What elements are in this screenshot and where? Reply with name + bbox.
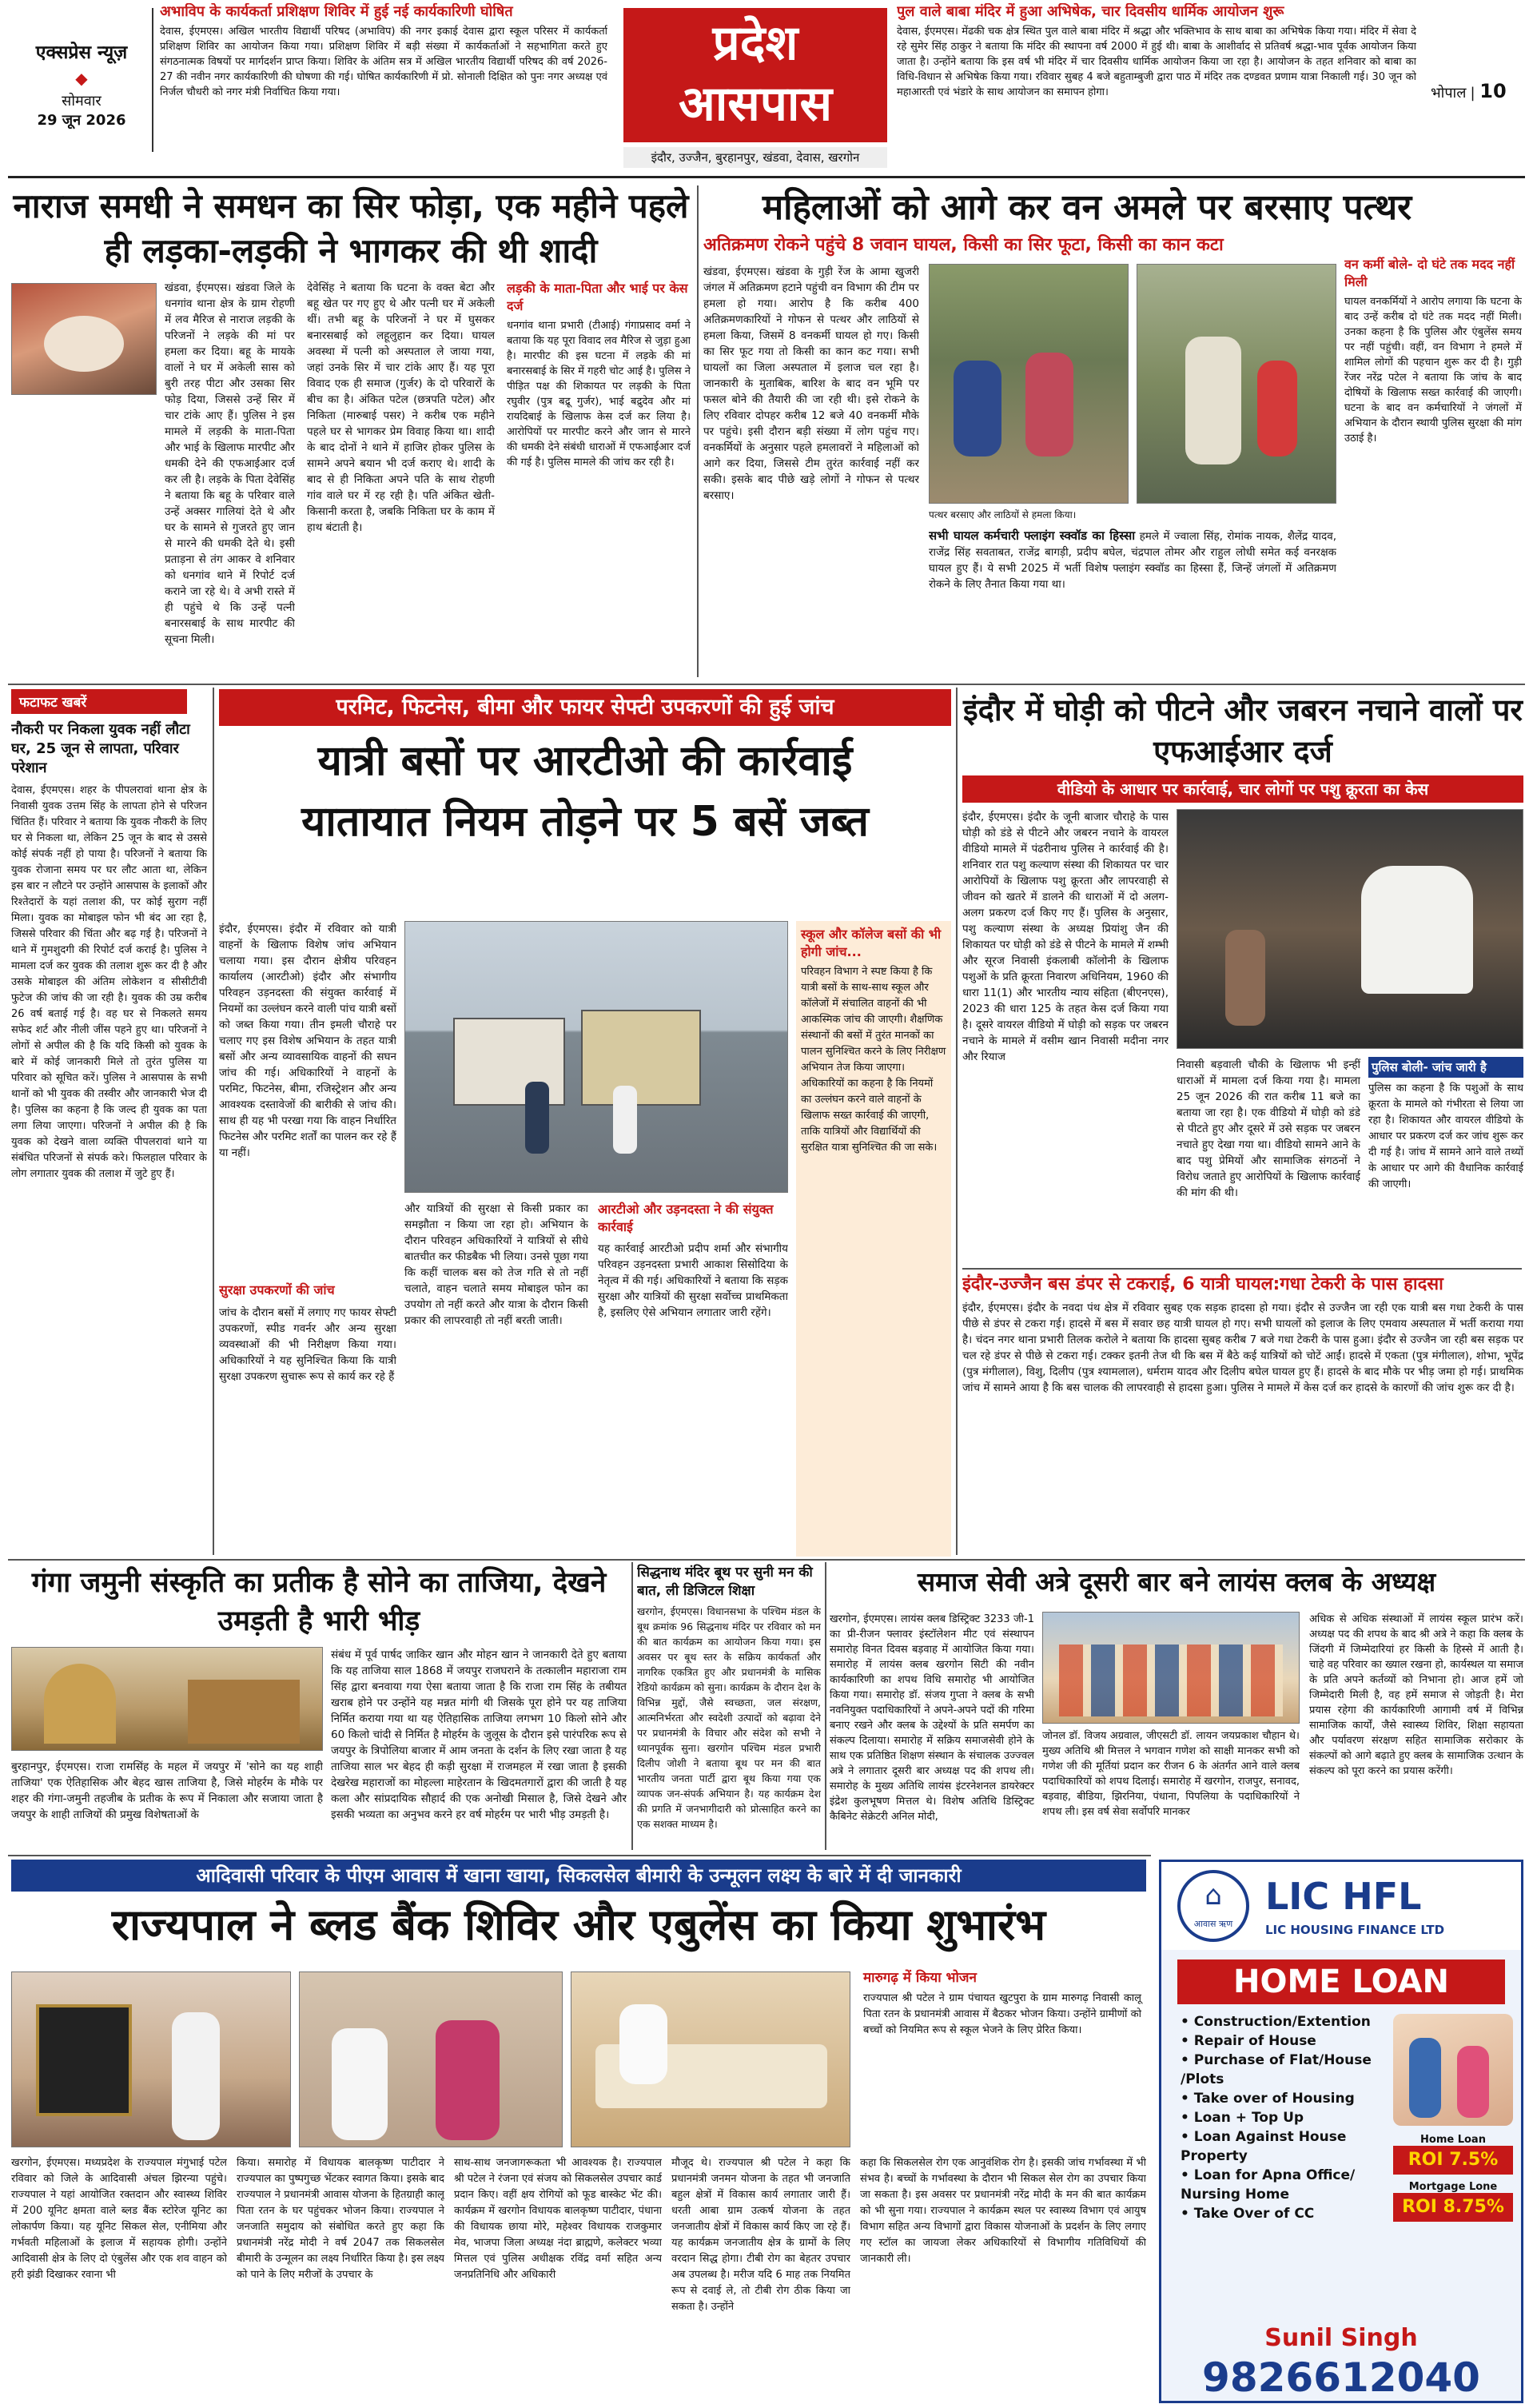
story9-box bbox=[858, 1963, 1146, 2147]
divider-v5 bbox=[825, 1562, 826, 1850]
lic-roi-box bbox=[1393, 2134, 1513, 2262]
brief-column bbox=[11, 689, 207, 1561]
story3-col1: इंदौर, ईएमएस। इंदौर में रविवार को यात्री वाहनों के खिलाफ विशेष जांच अभियान चलाया गया। इस दौरान क्षेत्रीय परिवहन कार्यालय (आरटीओ) इंदौर और संभागीय परिवहन उड़नदस्ता की संयुक्त कार्रवाई में नियमों का उल्लंघन करने वाली पांच यात्री बसों को जब्त किया गया। तीन इमली चौराहे पर चलाए गए इस विशेष अभियान के तहत यात्री बसों और अन्य व्यावसायिक वाहनों की सघन जांच की गई। अधिकारियों ने वाहनों के परमिट, फिटनेस, बीमा, रजिस्ट्रेशन और अन्य आवश्यक दस्तावेजों की बारीकी से जांच की। साथ ही यह भी परखा गया कि वाहन निर्धारित फिटनेस और परमिट शर्तों का पालन कर रहे हैं या नहीं। bbox=[219, 923, 396, 1159]
lic-items bbox=[1181, 2012, 1380, 2316]
lic-family-photo bbox=[1393, 2014, 1513, 2126]
story6-col1: बुरहानपुर, ईएमएस। राजा रामसिंह के महल में जयपुर में 'सोने का यह शाही ताजिया' एक ऐतिहासिक और बेहद खास ताजिया है, जिसे मोहर्रम के मौके पर शहर की गंगा-जमुनी तहजीब के प्रतीक के रूप में निकाला और सजाया जाता है जयपुर के शाही ताजियों की प्रमुख विशेषताओं के bbox=[11, 1760, 323, 1821]
story2-photo-1 bbox=[929, 264, 1129, 504]
story3-photo bbox=[404, 921, 788, 1193]
bus-2 bbox=[581, 1010, 701, 1106]
story2-side-body: घायल वनकर्मियों ने आरोप लगाया कि घटना के बाद उन्हें करीब दो घंटे तक मदद नहीं मिली। उनका कहना है कि पुलिस और एंबुलेंस समय पर नहीं पहुंची। वहीं, वन विभाग ने हमले में शामिल लोगों की पहचान शुरू कर दी है। गुड़ी रेंजर नरेंद्र पटेल ने बताया कि जांच के बाद दोषियों के खिलाफ सख्त कार्रवाई की जाएगी। घटना के बाद वन कर्मचारियों ने जंगलों में अभियान के दौरान स्थायी पुलिस सुरक्षा की मांग उठाई है। bbox=[1344, 296, 1522, 445]
story-man-ki-baat bbox=[637, 1564, 821, 1852]
edition-name: भोपाल bbox=[1431, 85, 1467, 102]
story3-sub1 bbox=[219, 1281, 396, 1305]
story-bus-accident bbox=[962, 1273, 1523, 1553]
section-top: प्रदेश bbox=[712, 15, 798, 71]
top-right-body: देवास, ईएमएस। मेंढकी चक क्षेत्र स्थित पुल वाले बाबा मंदिर में श्रद्धा और भक्तिभाव के साथ बाबा का अभिषेक किया गया। मंदिर में सेवा दे रहे सुमेर सिंह ठाकुर ने बताया कि मंदिर की स्थापना वर्ष 2000 में हुई थी। बाबा के आशीर्वाद से प्रतिवर्ष श्रद्धा-भाव पूर्वक आयोजन किया जाता है। उन्होंने बताया कि इस वर्ष भी मंदिर में चार दिवसीय धार्मिक आयोजन किया जा रहा है। आयोजन के तहत शनिवार को बाबा का विधि-विधान से अभिषेक किया गया। रविवार सुबह 4 बजे बहुताम्बुजी द्वारा पाठ में मंदिर तक दण्डवत प्रणाम यात्रा निकाली गई। 30 जून को महाआरती एवं भंडारे के साथ आयोजन का समापन होगा। bbox=[897, 26, 1416, 98]
story3-side-body: परिवहन विभाग ने स्पष्ट किया है कि यात्री बसों के साथ-साथ स्कूल और कॉलेजों में संचालित वाहनों की भी आकस्मिक जांच की जाएगी। शैक्षणिक संस्थानों की बसों में तुरंत मानकों का पालन सुनिश्चित करने के लिए निरीक्षण अभियान तेज किया जाएगा। अधिकारियों का कहना है कि नियमों का उल्लंघन करने वाले वाहनों के खिलाफ सख्त कार्रवाई की जाएगी, ताकि यात्रियों और विद्यार्थियों की सुरक्षित यात्रा सुनिश्चित की जा सके। bbox=[801, 966, 946, 1154]
story8-headline: समाज सेवी अत्रे दूसरी बार बने लायंस क्लब के अध्यक्ष bbox=[917, 1566, 1436, 1597]
story2-photo-2 bbox=[1137, 264, 1336, 504]
story-taziya bbox=[11, 1564, 627, 1852]
section-bottom: आसपास bbox=[678, 76, 833, 132]
lic-item: • Take over of Housing bbox=[1181, 2091, 1355, 2107]
story1-col3 bbox=[507, 280, 691, 676]
story1-col3-title: लड़की के माता-पिता और भाई पर केस दर्ज bbox=[507, 281, 688, 313]
story2-sidebar bbox=[1344, 256, 1522, 680]
story1-col2: देवेसिंह ने बताया कि घटना के वक्त बेटा और बहू खेत पर गए हुए थे और पत्नी घर में अकेली थीं। तभी बहू के परिजनों ने घर में घुसकर बनारसबाई को लहूलुहान कर दिया। घायल अवस्था में पत्नी को अस्पताल ले जाया गया, जहां उनके सिर में चार टांके आए हैं। यह पूरा विवाद एक ही समाज (गुर्जर) के दो परिवारों के बीच का है। अंकित पटेल (छत्रपति पटेल) और निकिता (मारुबाई पसर) ने करीब एक महीने पहले घर से भागकर प्रेम विवाह किया था। शादी के बाद दोनों ने थाने में हाजिर होकर पुलिस के सामने अपने बयान भी दर्ज कराए थे। शादी के बाद से ही निकिता अपने पति के साथ रोहणी गांव वाले घर में रह रही है। पति अंकित खेती-किसानी करता है, जबकि निकिता घर के काम में हाथ बंटाती है। bbox=[307, 281, 495, 534]
story9-col4: मौजूद थे। राज्यपाल श्री पटेल ने कहा कि प्रधानमंत्री जनमन योजना के तहत भी जनजाति बहुल क्षेत्रों में विकास कार्य लगातार जारी हैं। धरती आबा ग्राम उत्कर्ष योजना के तहत जनजातीय क्षेत्रों में विकास कार्य किए जा रहे हैं। यह कार्यक्रम जनजातीय क्षेत्र के ग्रामों के लिए वरदान सिद्ध होगा। टीबी रोग का बेहतर उपचार अब उपलब्ध है। मरीज यदि 6 माह तक नियमित रूप से दवाई ले, तो टीबी रोग ठीक किया जा सकता है। उन्होंने bbox=[671, 2157, 850, 2313]
lic-logo-text: आवास ऋण bbox=[1193, 1919, 1233, 1929]
lic-item: • Take Over of CC bbox=[1181, 2206, 1315, 2222]
lic-roi1: ROI 7.5% bbox=[1393, 2146, 1513, 2175]
divider-h2 bbox=[962, 1268, 1522, 1270]
lic-logo-hands-icon: ⌂ bbox=[1204, 1880, 1222, 1912]
lic-ad[interactable] bbox=[1159, 1860, 1523, 2403]
taziya-dome bbox=[44, 1664, 116, 1744]
story3-sidebar bbox=[796, 921, 951, 1557]
story3-col2: और यात्रियों की सुरक्षा से किसी प्रकार का समझौता न किया जा रहा हो। अभियान के दौरान परिवहन अधिकारियों ने यात्रियों से सीधे बातचीत कर फीडबैक भी लिया। उनसे पूछा गया कि कहीं चालक बस को तेज गति से तो नहीं चलाते, वाहन चलाते समय मोबाइल फोन का उपयोग तो नहीं करते और यात्रा के दौरान किसी प्रकार की लापरवाही तो नहीं बरती जाती। bbox=[404, 1202, 588, 1327]
story2-side-title: वन कर्मी बोले- दो घंटे तक मदद नहीं मिली bbox=[1344, 257, 1515, 289]
story2-body: खंडवा, ईएमएस। खंडवा के गुड़ी रेंज के आमा खुजरी जंगल में अतिक्रमण हटाने पहुंची वन विभाग की टीम पर हमला हो गया। आरोप है कि करीब 400 अतिक्रमणकारियों ने गोफन से पत्थर और लाठियों से हमला किया, जिसमें 8 वनकर्मी घायल हो गए। किसी का सिर फूट गया तो किसी का कान कट गया। सभी घायलों का जिला अस्पताल में इलाज चल रहा है। जानकारी के मुताबिक, बारिश के बाद वन भूमि पर फसल बोने की तैयारी की जा रही थी। इसे रोकने के लिए रविवार दोपहर करीब 12 बजे 40 वनकर्मी मौके पर पहुंचे। इसी दौरान बड़ी संख्या में लोग पहुंच गए। वनकर्मियों के अनुसार पहले हमलावरों ने महिलाओं को आगे कर दिया, जिससे टीम तुरंत कार्रवाई नहीं कर सकी। इसके बाद पीछे खड़े लोगों ने गोफन से पत्थर बरसाए। bbox=[703, 265, 919, 502]
brief-title: नौकरी पर निकला युवक नहीं लौटा घर, 25 जून से लापता, परिवार परेशान bbox=[11, 721, 190, 776]
story3-kicker: परमिट, फिटनेस, बीमा और फायर सेफ्टी उपकरणों की हुई जांच bbox=[219, 689, 951, 726]
brief-label: फटाफट खबरें bbox=[11, 689, 187, 714]
story8-col3: अधिक से अधिक संस्थाओं में लायंस स्कूल प्रारंभ करें। अध्यक्ष पद की शपथ के बाद श्री अत्रे ने कहा कि क्लब के जिंदगी में जिम्मेदारियां हर किसी के हिस्से में आती है। चाहे वह परिवार का ख्याल रखना हो, कार्यस्थल या समाज के प्रति अपने कर्तव्यों को निभाना हो। आज हमें जो जिम्मेदारी मिली है, वह हमें समाज से जोड़ती है। मेरा प्रयास रहेगा की कार्यकारिणी आगामी वर्ष में विभिन्न सामाजिक कार्यों, जैसे स्वास्थ्य शिविर, शिक्षा सहायता और पर्यावरण संरक्षण सहित सामाजिक सरोकार के संकल्पों को आगे बढ़ाते हुए क्लब के सामाजिक उत्थान के संकल्प को पूरा करने का प्रयास करेंगी। bbox=[1309, 1613, 1523, 1777]
story5-headline: इंदौर-उज्जैन बस डंपर से टकराई, 6 यात्री घायल:गधा टेकरी के पास हादसा bbox=[962, 1274, 1443, 1294]
story6-col2: संबंध में पूर्व पार्षद जाकिर खान और मोहन खान ने जानकारी देते हुए बताया कि यह ताजिया साल 1868 में जयपुर राजघराने के तत्कालीन महाराजा राम सिंह द्वारा बनवाया गया ऐसा बताया जाता है कि राजा राम सिंह के तबीयत खराब होने पर उन्होंने यह मन्नत मांगी थी जिसके पूरा होने पर यह ताजिया निर्मित कराया गया था यह ऐतिहासिक ताजिया लगभग 10 किलो सोने और 60 किलो चांदी से निर्मित है मोहर्रम के जुलूस के दौरान इसे पारंपरिक रूप से जयपुर के त्रिपोलिया बाजार में आम जनता के दर्शन के लिए रखा जाता है यह ताजिया साल भर बेहद ही कड़ी सुरक्षा में राजमहल में रखा जाता है इसकी देखरेख महाराजों का मोहल्ला माहेरतान के खिदमतगारों द्वारा की जाती है यह कला और सांप्रदायिक सौहार्द की एक अनोखी मिसाल है, जिसे देखने और इसकी भव्यता का अनुभव करने हर वर्ष मोहर्रम पर भारी भीड़ उमड़ती है। bbox=[331, 1649, 627, 1821]
story3-headline2: यातायात नियम तोड़ने पर 5 बसें जब्त bbox=[301, 798, 869, 846]
divider-v4 bbox=[631, 1562, 633, 1850]
lic-item: • Repair of House bbox=[1181, 2033, 1316, 2049]
lic-item: • Loan for Apna Office/ Nursing Home bbox=[1181, 2167, 1356, 2203]
story4-side-title: पुलिस बोली- जांच जारी है bbox=[1368, 1057, 1523, 1078]
story9-photo-3 bbox=[571, 1971, 850, 2147]
divider-h3 bbox=[8, 1559, 1525, 1561]
story8-col2: जोनल डॉ. विजय अग्रवाल, जीएसटी डॉ. लायन जयप्रकाश चौहान थे। मुख्य अतिथि श्री मित्तल ने भगवान गणेश को साक्षी मानकर सभी को गणेश जी की मूर्तियां प्रदान कर रीजन 6 के अंतर्गत आने वाले क्लब पदाधिकारियों को शपथ दिलाई। समारोह में खरगोन, राजपुर, सनावद, बड़वाह, बीडिया, झिरनिया, पंधाना, पिपलिया के पदाधिकारियों ने शपथ ली। इस वर्ष सेवा सर्वोपरि मानकर bbox=[1042, 1730, 1300, 1818]
story3-sub2: आरटीओ और उड़नदस्ता ने की संयुक्त कार्रवाई bbox=[598, 1202, 774, 1234]
story4-col2: निवासी बड़वाली चौकी के खिलाफ भी इन्हीं धाराओं में मामला दर्ज किया गया है। मामला 25 जून 2026 की रात करीब 11 बजे का बताया जा रहा है। एक वीडियो में घोड़ी को डंडे से पीटते हुए और दूसरे में उसे सड़क पर जबरन नचाते हुए देखा गया था। वीडियो सामने आने के बाद पशु प्रेमियों और सामाजिक संगठनों ने विरोध जताते हुए आरोपियों के खिलाफ कार्रवाई की मांग की थी। bbox=[1177, 1058, 1360, 1199]
story6-photo bbox=[11, 1647, 323, 1751]
story2-subhead: अतिक्रमण रोकने पहुंचे 8 जवान घायल, किसी का सिर फूटा, किसी का कान कटा bbox=[703, 235, 1224, 255]
section-flag bbox=[623, 8, 887, 142]
lic-roi-label2: Mortgage Lone bbox=[1408, 2181, 1498, 2193]
story-samdhan bbox=[11, 184, 691, 680]
lic-item: • Purchase of Flat/House /Plots bbox=[1181, 2052, 1372, 2087]
lic-item: • Construction/Extention bbox=[1181, 2014, 1371, 2030]
story8-col1: खरगोन, ईएमएस। लायंस क्लब डिस्ट्रिक्ट 3233 जी-1 का प्री-रीजन फ्लावर इंस्टॉलेशन मीट एवं संस्थापन समारोह विनत दिवस बड़वाह में आयोजित किया गया। समारोह में लायंस क्लब खरगोन सिटी की नवीन कार्यकारिणी का शपथ विधि समारोह भी आयोजित किया गया। समारोह डॉ. संजय गुप्ता ने क्लब के सभी नवनियुक्त पदाधिकारियों ने अपने-अपने पदों की गरिमा बनाए रखने और क्लब के उद्देश्यों के प्रति समर्पण का संकल्प दिलाया। समारोह में सक्रिय समाजसेवी होने के साथ एक प्रतिष्ठित शिक्षण संस्थान के संचालक उज्ज्वल अत्रे ने लगातार दूसरी बार अध्यक्ष पद की शपथ ली। समारोह के मुख्य अतिथि लायंस इंटरनेशनल डायरेक्टर इंद्रेश कुलभूषण मित्तल थे। विशेष अतिथि डिस्ट्रिक्ट कैबिनेट सेक्रेटरी अनिल मोदी, bbox=[830, 1613, 1034, 1823]
story1-col1: खंडवा, ईएमएस। खंडवा जिले के धनगांव थाना क्षेत्र के ग्राम रोहणी में लव मैरिज से नाराज लड़की के परिजनों ने लड़के की मां पर हमला कर दिया। बहू के मायके वालों ने घर में अकेली सास को बुरी तरह पीटा और उसका सिर फोड़ दिया, जिससे उन्हें सिर में चार टांके आए हैं। पुलिस ने इस मामले में लड़की के माता-पिता और भाई के खिलाफ मारपीट और धमकी देने की एफआईआर दर्ज कर ली है। लड़के के पिता देवेसिंह ने बताया कि बहू के परिवार वाले उन्हें अक्सर गालियां देते थे और घर के सामने से गुजरते हुए जान से मारने की धमकी देते थे। इसी प्रताड़ना से तंग आकर वे शनिवार को धनगांव थाने में रिपोर्ट दर्ज कराने जा रहे थे। वे अभी रास्ते में ही पहुंचे थे कि उन्हें पत्नी बनारसबाई के साथ मारपीट की सूचना मिली। bbox=[165, 281, 295, 646]
lic-header bbox=[1161, 1862, 1521, 1950]
story7-headline: सिद्धनाथ मंदिर बूथ पर सुनी मन की बात, ली डिजिटल शिक्षा bbox=[637, 1565, 813, 1599]
story4-sidebar bbox=[1368, 1057, 1523, 1265]
story4-photo bbox=[1177, 809, 1523, 1049]
story4-col1: इंदौर, ईएमएस। इंदौर के जूनी बाजार चौराहे के पास घोड़ी को डंडे से पीटने और जबरन नचाने के वायरल वीडियो मामले में पंढरीनाथ पुलिस ने कार्रवाई की है। शनिवार रात पशु कल्याण संस्था की शिकायत पर चार आरोपियों के खिलाफ पशु क्रूरता और लापरवाही से जीवन को खतरे में डालने की धाराओं में दो अलग-अलग प्रकरण दर्ज किए गए हैं। पुलिस के अनुसार, पशु कल्याण संस्था के अध्यक्ष प्रियांशु जैन की शिकायत पर घोड़ी को डंडे से पीटने के मामले में शम्भी और सूरज निवासी इंकलाबी कॉलोनी के खिलाफ पशुओं के प्रति क्रूरता निवारण अधिनियम, 1960 की धारा 11(1) और भारतीय न्याय संहिता (बीएनएस), 2023 की धारा 125 के तहत केस दर्ज किया गया है। दूसरे वायरल वीडियो में घोड़ी को सड़क पर जबरन नचाने के मामले में वसीम खान निवासी मदीना नगर और रियाज bbox=[962, 811, 1169, 1063]
story8-photo bbox=[1042, 1612, 1300, 1724]
story-horse bbox=[962, 689, 1523, 1265]
story9-col2: किया। समारोह में विधायक बालकृष्ण पाटीदार ने राज्यपाल का पुष्पगुच्छ भेंटकर स्वागत किया। इसके बाद राज्यपाल ने प्रधानमंत्री आवास योजना के हितग्राही कालू पिता रतन के घर पहुंचकर भोजन किया। राज्यपाल ने जनजाति समुदाय को संबोधित करते हुए कहा कि प्रधानमंत्री नरेंद्र मोदी ने वर्ष 2047 तक सिकलसेल बीमारी के उन्मूलन का लक्ष्य निर्धारित किया है। इस लक्ष्य को पाने के लिए मरीजों के उपचार के bbox=[237, 2157, 444, 2281]
story-rto bbox=[219, 689, 951, 1557]
story3-sub1-title: सुरक्षा उपकरणों की जांच bbox=[219, 1282, 335, 1298]
page-number: 10 bbox=[1479, 80, 1507, 102]
story9-photo-1 bbox=[11, 1971, 291, 2147]
story1-headline: नाराज समधी ने समधन का सिर फोड़ा, एक महीने पहले ही लड़का-लड़की ने भागकर की थी शादी bbox=[13, 186, 689, 270]
story1-col3-body: धनगांव थाना प्रभारी (टीआई) गंगाप्रसाद वर्मा ने बताया कि यह पूरा विवाद लव मैरिज से जुड़ा हुआ है। मारपीट की इस घटना में लड़के की मां बनारसबाई के सिर में गहरी चोट आई है। पुलिस ने पीड़ित पक्ष की शिकायत पर लड़की के पिता रघुवीर (पुत्र बद्रू गुर्जर), भाई बद्रुदेव और मां रायदिबाई के खिलाफ केस दर्ज कर लिया है। आरोपियों पर मारपीट करने और जान से मारने की धमकी देने संबंधी धाराओं में एफआईआर दर्ज की गई है। पुलिस मामले की जांच कर रही है। bbox=[507, 320, 691, 468]
divider-v1 bbox=[697, 185, 699, 677]
story9-col3: साथ-साथ जनजागरूकता भी आवश्यक है। राज्यपाल श्री पटेल ने रंजना एवं संजय को सिकलसेल उपचार कार्ड प्रदान किए। वहीं क्षय रोगियों को फूड बास्केट भेंट की। कार्यक्रम में खरगोन विधायक बालकृष्ण पाटीदार, पंधाना की विधायक छाया मोरे, महेश्वर विधायक राजकुमार मेव, भाजपा जिला अध्यक्ष नंदा ब्राह्मणे, कलेक्टर भव्या मित्तल एवं पुलिस अधीक्षक रविंद्र वर्मा सहित अन्य जनप्रतिनिधि और अधिकारी bbox=[454, 2157, 662, 2281]
top-left-title: अभाविप के कार्यकर्ता प्रशिक्षण शिविर में हुई नई कार्यकारिणी घोषित bbox=[160, 3, 513, 20]
lic-headline: HOME LOAN bbox=[1177, 1959, 1505, 2004]
story-governor bbox=[11, 1860, 1146, 2403]
story3-side-title: स्कूल और कॉलेज बसों की भी होगी जांच... bbox=[801, 927, 942, 959]
masthead bbox=[0, 0, 1533, 176]
story9-photo-2 bbox=[299, 1971, 563, 2147]
section-cities: इंदौर, उज्जैन, बुरहानपुर, खंडवा, देवास, खरगोन bbox=[623, 147, 887, 168]
story3-col3-body: यह कार्रवाई आरटीओ प्रदीप शर्मा और संभागीय परिवहन उड़नदस्ता प्रभारी आकाश सिसोदिया के नेतृत्व में की गई। अधिकारियों ने बताया कि सड़क सुरक्षा और यात्रियों की सुरक्षा सर्वोच्च प्राथमिकता है, इसलिए ऐसे अभियान लगातार जारी रहेंगे। bbox=[598, 1242, 788, 1319]
top-left-brief bbox=[160, 3, 607, 171]
lic-brand: LIC HFL bbox=[1265, 1875, 1422, 1918]
lic-item: • Loan Against House Property bbox=[1181, 2129, 1347, 2164]
story2-injured-body: हमले में ज्वाला सिंह, रोमांक नायक, शैलेंद्र यादव, राजेंद्र सिंह सवताबत, राजेंद्र बागड़ी, प्रदीप बघेल, चंद्रपाल तोमर और राहुल लोधी समेत कई वनरक्षक घायल हुए हैं। ये सभी 2025 में भर्ती विशेष फ्लाइंग स्क्वॉड का हिस्सा हैं, जिन्हें जंगलों में अतिक्रमण रोकने के लिए तैनात किया गया था। bbox=[929, 530, 1336, 591]
lic-agent-name: Sunil Singh bbox=[1264, 2324, 1418, 2352]
story5-body: इंदौर, ईएमएस। इंदौर के नवदा पंथ क्षेत्र में रविवार सुबह एक सड़क हादसा हो गया। इंदौर से उज्जैन जा रही एक यात्री बस गधा टेकरी के पास पीछे से डंपर से टकरा गई। हादसे में बस में सवार छह यात्री घायल हो गए। सभी घायलों को इलाज के लिए एमवाय अस्पताल में भर्ती कराया गया है। चंदन नगर थाना प्रभारी तिलक करोले ने बताया कि हादसा सुबह करीब 7 बजे गधा टेकरी के पास हुआ। इंदौर से उज्जैन जा रही बस सड़क पर चल रहे डंपर से पीछे से टकरा गई। टक्कर इतनी तेज थी कि बस में बैठे कई यात्रियों को चोटें आईं। हादसे में एकता (पुत्र मंगीलाल), शोभा, भूपेंद्र (पुत्र मंगीलाल), विशु, दिलीप (पुत्र श्यामलाल), धर्मराम यादव और दिलीप बघेल घायल हुए हैं। हादसे के बाद मौके पर भीड़ जमा हो गई। प्राथमिक जांच में सामने आया है कि बस चालक की लापरवाही से हादसा हुआ। पुलिस ने मामले में केस दर्ज कर हादसे के कारणों की जांच शुरू कर दी है। bbox=[962, 1302, 1523, 1394]
divider-h1 bbox=[8, 684, 1525, 685]
divider-v2 bbox=[213, 688, 214, 1555]
top-right-title: पुल वाले बाबा मंदिर में हुआ अभिषेक, चार दिवसीय धार्मिक आयोजन शुरू bbox=[897, 3, 1284, 20]
plaque bbox=[36, 2004, 132, 2116]
story2-injured-title: सभी घायल कर्मचारी फ्लाइंग स्क्वॉड का हिस्सा bbox=[929, 528, 1136, 543]
story2-injured bbox=[929, 528, 1336, 680]
horse-figure bbox=[1361, 866, 1473, 994]
story9-box-body: राज्यपाल श्री पटेल ने ग्राम पंचायत खुटपुरा के ग्राम मारुगढ़ निवासी कालू पिता रतन के प्रधानमंत्री आवास में बैठकर भोजन किया। उन्होंने ग्रामीणों को बच्चों को नियमित रूप से स्कूल भेजने के लिए प्रेरित किया। bbox=[863, 1992, 1141, 2036]
edition-label: भोपाल | 10 bbox=[1431, 80, 1507, 102]
masthead-left bbox=[11, 8, 153, 152]
story9-headline: राज्यपाल ने ब्लड बैंक शिविर और एबुलेंस का किया शुभारंभ bbox=[111, 1900, 1046, 1950]
story4-subhead: वीडियो के आधार पर कार्रवाई, चार लोगों पर पशु क्रूरता का केस bbox=[962, 775, 1523, 803]
lic-roi-label1: Home Loan bbox=[1420, 2134, 1486, 2146]
story9-col5: कहा कि सिकलसेल रोग एक आनुवंशिक रोग है। इसकी जांच गर्भावस्था में भी संभव है। बच्चों के गर्भावस्था के दौरान भी सिकल सेल रोग का उपचार किया जा सकता है। इस अवसर पर प्रधानमंत्री नरेंद्र मोदी के मन की बात कार्यक्रम को भी सुना गया। राज्यपाल ने कार्यक्रम स्थल पर स्वास्थ्य विभाग एवं आयुष विभाग सहित अन्य विभागों द्वारा विकास योजनाओं के प्रदर्शन के लिए लगाए गए स्टॉल का जायजा लेकर अधिकारियों से विभागीय गतिविधियों की जानकारी ली। bbox=[860, 2157, 1146, 2265]
story1-col1-rest bbox=[11, 400, 295, 672]
story4-side-body: पुलिस का कहना है कि पशुओं के साथ क्रूरता के मामले को गंभीरता से लिया जा रहा है। शिकायत और वायरल वीडियो के आधार पर प्रकरण दर्ज कर जांच शुरू कर दी गई है। जांच में सामने आने वाले तथ्यों के आधार पर आगे की वैधानिक कार्रवाई की जाएगी। bbox=[1368, 1082, 1523, 1190]
masthead-divider bbox=[8, 176, 1525, 178]
lic-phone[interactable]: 9826612040 bbox=[1202, 2354, 1480, 2401]
story-forest bbox=[703, 184, 1523, 680]
story4-headline: इंदौर में घोड़ी को पीटने और जबरन नचाने वालों पर एफआईआर दर्ज bbox=[963, 692, 1523, 769]
story9-col1: खरगोन, ईएमएस। मध्यप्रदेश के राज्यपाल मंगुभाई पटेल रविवार को जिले के आदिवासी अंचल झिरन्या पहुंचे। राज्यपाल ने यहां आयोजित रक्तदान और स्वास्थ्य शिविर में 200 यूनिट क्षमता वाले ब्लड बैंक स्टोरेज यूनिट का लोकार्पण किया। यह यूनिट सिकल सेल, एनीमिया और गर्भवती महिलाओं के इलाज में सहायक होगी। उन्होंने आदिवासी क्षेत्र के लिए दो एंबुलेंस और एक शव वाहन को हरी झंडी दिखाकर रवाना भी bbox=[11, 2157, 227, 2281]
issue-date: 29 जून 2026 bbox=[37, 112, 126, 129]
story3-col3 bbox=[598, 1201, 788, 1557]
story6-headline: गंगा जमुनी संस्कृति का प्रतीक है सोने का ताजिया, देखने उमड़ती है भारी भीड़ bbox=[31, 1567, 607, 1637]
story2-photo-caption: पत्थर बरसाए और लाठियों से हमला किया। bbox=[929, 509, 1077, 520]
story9-kicker: आदिवासी परिवार के पीएम आवास में खाना खाया, सिकलसेल बीमारी के उन्मूलन लक्ष्य के बारे में दी जानकारी bbox=[11, 1860, 1146, 1892]
lic-logo-icon bbox=[1177, 1870, 1249, 1942]
story3-headline1: यात्री बसों पर आरटीओ की कार्रवाई bbox=[317, 737, 853, 785]
lic-item: • Loan + Top Up bbox=[1181, 2110, 1304, 2126]
divider-v3 bbox=[956, 688, 958, 1555]
story9-box-title: मारुगढ़ में किया भोजन bbox=[863, 1970, 977, 1986]
story2-headline: महिलाओं को आगे कर वन अमले पर बरसाए पत्थर bbox=[762, 187, 1412, 228]
top-left-body: देवास, ईएमएस। अखिल भारतीय विद्यार्थी परिषद (अभाविप) की नगर इकाई देवास द्वारा स्कूल परिसर में कार्यकर्ता प्रशिक्षण शिविर का आयोजन किया गया। प्रशिक्षण शिविर में बड़ी संख्या में कार्यकर्ताओं ने सहभागिता करते हुए संगठनात्मक विषयों पर मार्गदर्शन प्राप्त किया। शिविर के अंतिम सत्र में अखिल भारतीय विद्यार्थी परिषद की वर्ष 2026-27 की नवीन नगर कार्यकारिणी की घोषणा की गई। घोषित कार्यकारिणी में प्रो. सोनाली दिक्षित को पुनः नगर अध्यक्ष एवं निर्जल चौधरी को नगर मंत्री निर्वाचित किया गया। bbox=[160, 26, 607, 98]
brief-body: देवास, ईएमएस। शहर के पीपलरावां थाना क्षेत्र के निवासी युवक उत्तम सिंह के लापता होने से परिजन चिंतित हैं। परिवार ने बताया कि युवक नौकरी के लिए घर से निकला था, लेकिन 25 जून के बाद से उससे कोई संपर्क नहीं हो पाया है। परिजनों ने बताया कि युवक रोजाना समय पर घर लौट आता था, लेकिन इस बार न लौटने पर उन्होंने आसपास के इलाकों और रिश्तेदारों के यहां तलाश की, पर कोई सुराग नहीं मिला। युवक का मोबाइल फोन भी बंद आ रहा है, जिससे परिवार की चिंता और बढ़ गई है। परिजनों ने थाने में गुमशुदगी की रिपोर्ट दर्ज कराई है। पुलिस ने मामला दर्ज कर युवक की तलाश शुरू कर दी है और उसके मोबाइल की अंतिम लोकेशन व सीसीटीवी फुटेज की जांच की जा रही है। युवक की उम्र करीब 26 वर्ष बताई गई है। वह घर से निकलते समय सफेद शर्ट और नीली जींस पहने हुए था। परिजनों ने लोगों से अपील की है कि यदि किसी को युवक के बारे में कोई जानकारी मिले तो तुरंत पुलिस या परिवार को सूचित करें। पुलिस ने आसपास के सभी थानों को भी युवक की तस्वीर और जानकारी भेज दी है। पुलिस का कहना है कि जल्द ही युवक का पता लगा लिया जाएगा। परिजनों ने अपील की है कि युवक को देखने वाला व्यक्ति पीपलरावां थाने या संबंधित परिजनों से संपर्क करे। फिलहाल परिवार के लोग लगातार युवक की तलाश में जुटे हुए हैं। bbox=[11, 784, 207, 1180]
top-right-brief bbox=[897, 3, 1416, 171]
lic-company: LIC HOUSING FINANCE LTD bbox=[1265, 1923, 1445, 1937]
divider-h4 bbox=[8, 1855, 1151, 1856]
story-lions bbox=[830, 1564, 1523, 1852]
paper-name: एक्सप्रेस न्यूज़ bbox=[35, 42, 128, 63]
story7-body: खरगोन, ईएमएस। विधानसभा के पश्चिम मंडल के बूथ क्रमांक 96 सिद्धनाथ मंदिर पर रविवार को मन की बात कार्यक्रम का आयोजन किया गया। इस अवसर पर बूथ स्तर के सक्रिय कार्यकर्ता और नागरिक एकत्रित हुए और प्रधानमंत्री के मासिक रेडियो कार्यक्रम को सुना। कार्यक्रम के दौरान देश के विभिन्न मुद्दों, जैसे स्वच्छता, जल संरक्षण, आत्मनिर्भरता और स्वदेशी उत्पादों को बढ़ावा देने पर प्रधानमंत्री के विचार और संदेश को सभी ने ध्यानपूर्वक सुना। खरगोन पश्चिम मंडल प्रभारी दिलीप जोशी ने बताया बूथ पर मन की बात भारतीय जनता पार्टी द्वारा बूथ किया गया एक व्यापक जन-संपर्क अभियान है। यह कार्यक्रम देश की प्रगति में जनभागीदारी को प्रोत्साहित करने का एक सशक्त माध्यम है। bbox=[637, 1605, 821, 1830]
lic-roi2: ROI 8.75% bbox=[1393, 2193, 1513, 2222]
story3-col1b: जांच के दौरान बसों में लगाए गए फायर सेफ्टी उपकरणों, स्पीड गवर्नर और अन्य सुरक्षा व्यवस्थाओं की भी निरीक्षण किया गया। अधिकारियों ने यह सुनिश्चित किया कि यात्री सुरक्षा उपकरण सुचारू रूप से कार्य कर रहे हैं bbox=[219, 1306, 396, 1383]
ornament-icon: ◆ bbox=[75, 69, 88, 88]
issue-day: सोमवार bbox=[62, 93, 102, 110]
